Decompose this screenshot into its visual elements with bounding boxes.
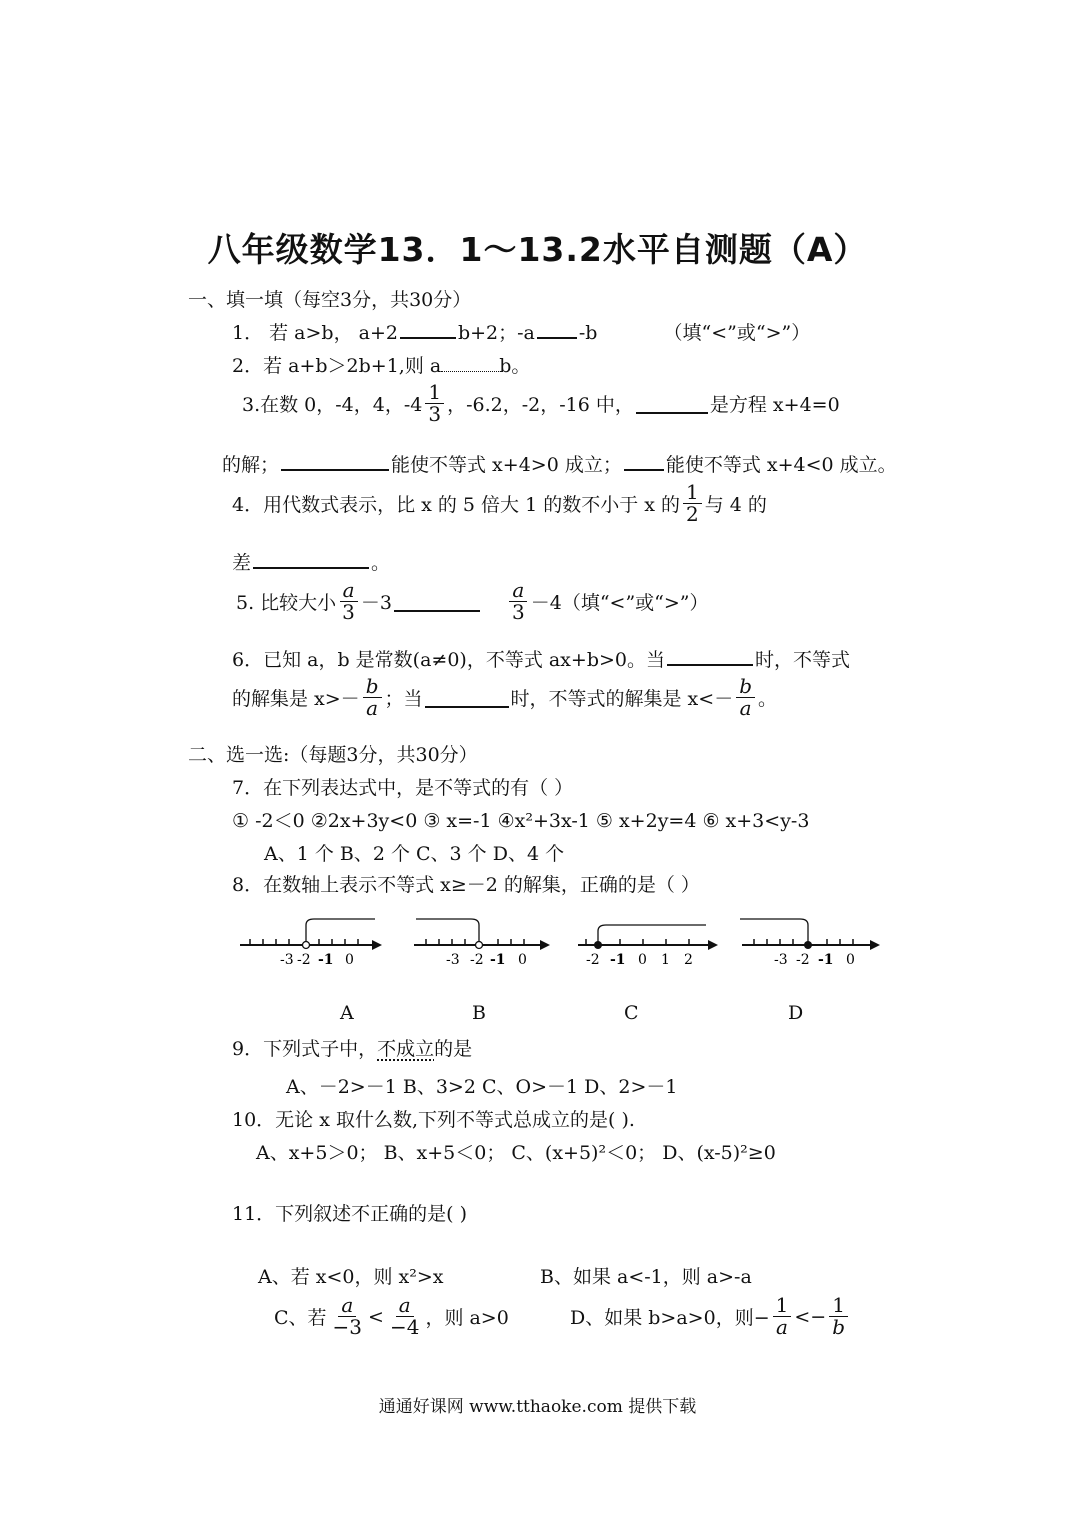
question-11-option-b: B、如果 a<-1，则 a>-a — [540, 1266, 752, 1288]
tick-label: -2 — [796, 952, 810, 968]
question-3: 3.在数 0，-4，4，-4 $\frac{1}{3}$ ，-6.2，-2，-16 中， 是方程 x+4=0 — [242, 380, 840, 426]
answer-blank — [425, 688, 509, 708]
question-7-items: ① -2＜0 ②2x+3y<0 ③ x=-1 ④x²+3x-1 ⑤ x+2y=4 ⑥ x+3<y-3 — [232, 810, 810, 832]
question-10-options: A、x+5＞0； B、x+5＜0； C、(x+5)²＜0； D、(x-5)²≥0 — [256, 1142, 776, 1164]
question-11-option-c: C、若 $\frac{a}{-3}$ < $\frac{a}{-4}$ ，则 a>0 — [274, 1293, 509, 1339]
question-7: 7．在下列表达式中，是不等式的有（ ） — [232, 777, 574, 799]
tick-label: -2 — [586, 952, 600, 968]
tick-label: -1 — [818, 952, 834, 968]
tick-label: 0 — [846, 952, 855, 968]
answer-blank — [537, 319, 577, 339]
fraction: $\frac{b}{a}$ — [363, 676, 382, 719]
fraction: $\frac{b}{a}$ — [736, 676, 755, 719]
answer-blank — [400, 319, 456, 339]
number-line-d — [740, 919, 880, 968]
question-5: 5. 比较大小 $\frac{a}{3}$ －3 $\frac{a}{3}$ －4 （填“<”或“>”） — [236, 578, 709, 624]
tick-label: 2 — [684, 952, 693, 968]
footer-credit: 通通好课网 www.tthaoke.com 提供下载 — [378, 1397, 697, 1417]
page-title: 八年级数学13．1～13.2水平自测题（A） — [207, 230, 868, 269]
fraction: $\frac{a}{3}$ — [509, 580, 528, 623]
option-label-a: A — [340, 1002, 354, 1024]
answer-blank — [281, 451, 389, 471]
question-4-line2: 差 。 — [232, 548, 390, 575]
section-heading-fill: 一、填一填（每空3分，共30分） — [188, 289, 472, 311]
question-10: 10．无论 x 取什么数,下列不等式总成立的是( ). — [232, 1109, 635, 1131]
question-1: 1． 若 a>b， a+2 b+2；-a -b （填“<”或“>”） — [232, 318, 810, 345]
question-9-options: A、－2>－1 B、3>2 C、O>－1 D、2>－1 — [286, 1076, 678, 1098]
tick-label: -2 — [470, 952, 484, 968]
question-2: 2．若 a+b＞2b+1,则 a b。 — [232, 355, 531, 377]
tick-label: -1 — [610, 952, 626, 968]
number-line-b — [414, 919, 550, 968]
option-label-c: C — [624, 1002, 639, 1024]
tick-label: -1 — [318, 952, 334, 968]
fraction: $\frac{a}{-4}$ — [389, 1293, 420, 1339]
number-line-c — [578, 925, 718, 968]
tick-label: 0 — [345, 952, 354, 968]
option-label-d: D — [788, 1002, 804, 1024]
answer-blank — [636, 394, 708, 414]
answer-blank — [253, 549, 369, 569]
section-heading-choice: 二、选一选:（每题3分，共30分） — [188, 744, 478, 766]
question-6: 6．已知 a，b 是常数(a≠0)，不等式 ax+b>0。当 时，不等式 — [232, 645, 850, 672]
question-11: 11．下列叙述不正确的是( ) — [232, 1203, 468, 1225]
question-6-line2: 的解集是 x>－ $\frac{b}{a}$ ；当 时，不等式的解集是 x<－ $\frac{b}{a}$ 。 — [232, 674, 778, 720]
question-9: 9．下列式子中，不成立的是 — [232, 1038, 473, 1060]
fraction: $\frac{1}{b}$ — [829, 1295, 848, 1338]
answer-blank — [624, 451, 664, 471]
fraction: $\frac{a}{3}$ — [339, 580, 358, 623]
question-11-option-a: A、若 x<0，则 x²>x — [258, 1266, 444, 1288]
tick-label: -1 — [490, 952, 506, 968]
answer-blank — [394, 592, 480, 612]
number-lines — [230, 905, 890, 980]
question-11-option-d: D、如果 b>a>0，则− $\frac{1}{a}$ <− $\frac{1}{b}$ — [570, 1295, 851, 1338]
fraction: $\frac{1}{a}$ — [773, 1295, 792, 1338]
tick-label: 1 — [661, 952, 670, 968]
answer-blank — [441, 357, 499, 372]
question-3-line2: 的解； 能使不等式 x+4>0 成立； 能使不等式 x+4<0 成立。 — [222, 450, 897, 477]
tick-label: -3 — [774, 952, 788, 968]
question-7-options: A、1 个 B、2 个 C、3 个 D、4 个 — [264, 843, 565, 865]
fraction: $\frac{1}{3}$ — [425, 382, 444, 425]
option-label-b: B — [472, 1002, 486, 1024]
answer-blank — [667, 646, 753, 666]
tick-label: 0 — [638, 952, 647, 968]
tick-label: -2 — [297, 952, 311, 968]
tick-label: -3 — [446, 952, 460, 968]
question-8: 8．在数轴上表示不等式 x≥－2 的解集，正确的是（ ） — [232, 874, 700, 896]
tick-label: 0 — [518, 952, 527, 968]
tick-label: -3 — [280, 952, 294, 968]
question-4: 4．用代数式表示，比 x 的 5 倍大 1 的数不小于 x 的 $\frac{1}{2}$ 与 4 的 — [232, 480, 767, 526]
fraction: $\frac{a}{-3}$ — [332, 1293, 363, 1339]
fraction: $\frac{1}{2}$ — [683, 482, 702, 525]
number-line-a — [240, 919, 382, 968]
